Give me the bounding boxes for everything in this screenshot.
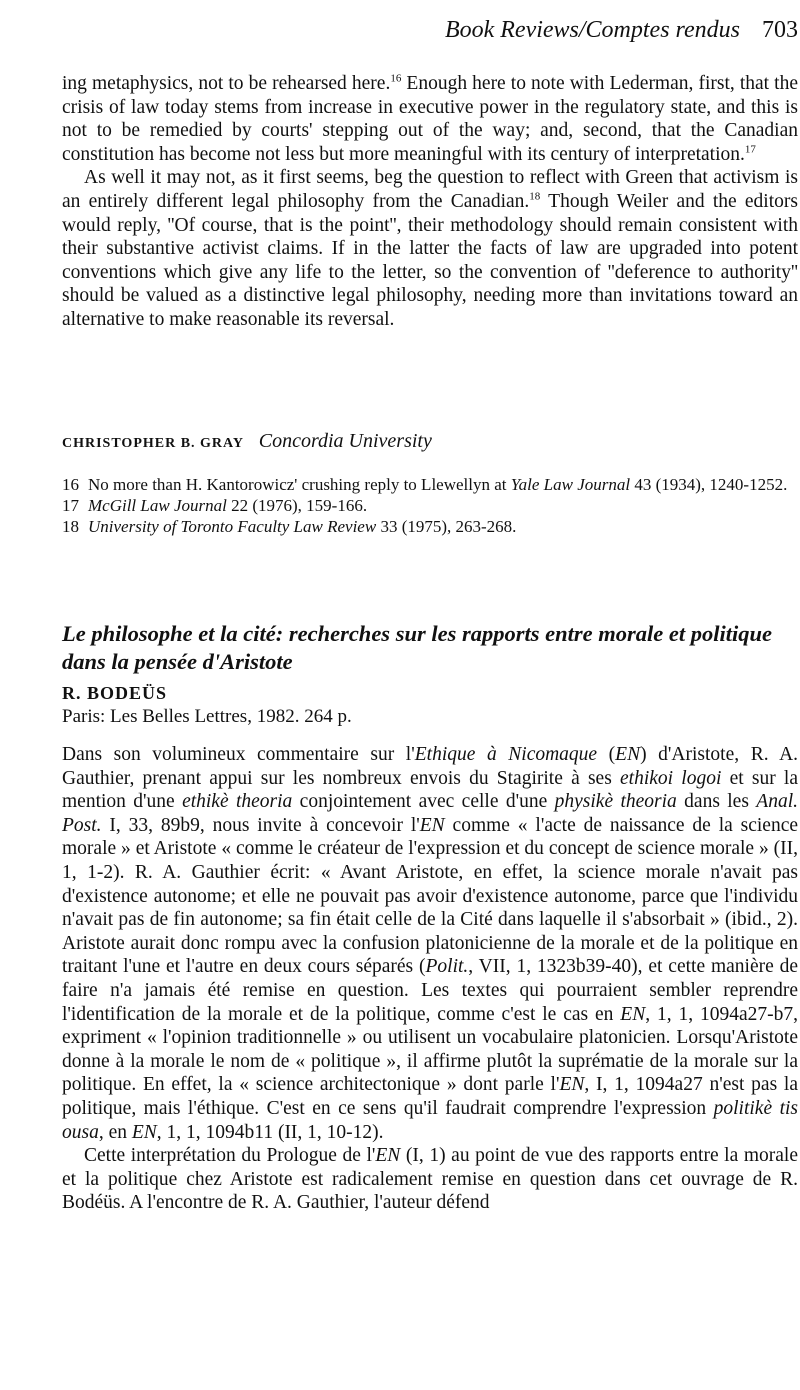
italic-text: EN: [559, 1074, 585, 1096]
footnote-text: [88, 495, 798, 516]
text-run: Enough here to note with Lederman, first, that the crisis of law today stems from increase in executive power in the regulatory state, and this is not to be remedied by courts' stepping out of the way; and, second, that the Canadian constitution has become not less but more meaningful with its century of interpretation.: [62, 73, 798, 165]
text-run: Though Weiler and the editors would reply, ''Of course, that is the point'', their methodology should remain consistent with their substantive activist claims. If in the latter the facts of law are upgraded into potent conventions which give any life to the letter, so the convention of ''deference to authority'' should be valued as a distinctive legal philosophy, needing more than invitations toward an alternative to make reasonable its reversal.: [62, 190, 798, 330]
book-title: Le philosophe et la cité: recherches sur les rapports entre morale et politique dans la pensée d'Aristote: [62, 621, 772, 674]
italic-text: Anal. Post.: [62, 791, 799, 836]
paragraph: [62, 743, 798, 1144]
book-author: R. BODEÜS: [62, 683, 168, 703]
footnote-number: 17: [62, 496, 79, 515]
running-header: [0, 12, 800, 48]
text-run: conjointement avec celle d'une: [292, 791, 555, 813]
reviewer-affiliation: Concordia University: [258, 430, 432, 452]
footnote: [62, 495, 798, 516]
text-run: , VII, 1, 1323b39-40), et cette manière de faire n'a jamais été remise en question. Les textes qui pourraient sembler reprendre l'identification de la morale et de la politique, comme c'est le cas en: [62, 956, 799, 1025]
review-2-body: [62, 743, 798, 1215]
footnote-ref: 17: [744, 143, 756, 156]
text-run: comme « l'acte de naissance de la science morale » et Aristote « comme le créateur de l'expression et du concept de science morale » (II, 1, 1-2). R. A. Gauthier écrit: « Avant Aristote, en effet, la science morale n'avait pas d'existence autonome; et elle ne pouvait pas avoir d'existence autonome, parce que l'individu n'avait pas de fin autonome; sa fin était celle de la Cité dans laquelle il s'absorbait » (ibid., 2). Aristote aurait donc rompu avec la confusion platonicienne de la morale et de la politique en traitant l'une et l'autre en deux cours séparés (: [62, 814, 799, 978]
footnotes: [62, 474, 798, 537]
paragraph: [62, 72, 798, 166]
text-run: (I, 1) au point de vue des rapports entre la morale et la politique chez Aristote est radicalement remise en question dans cet ouvrage de R. Bodéüs. A l'encontre de R. A. Gauthier, l'auteur défend: [62, 1145, 798, 1214]
review-1-body: [62, 72, 798, 332]
italic-text: politikè tis ousa: [62, 1097, 798, 1143]
text-run: 43 (1934), 1240-1252.: [630, 475, 788, 494]
italic-text: EN: [620, 1003, 646, 1025]
text-run: ing metaphysics, not to be rehearsed here.: [62, 73, 391, 94]
footnote-text: [88, 474, 798, 495]
footnote-text: [88, 516, 798, 537]
footnote-number: 18: [62, 517, 79, 536]
footnote: [62, 516, 798, 537]
text-run: Dans son volumineux commentaire sur l': [62, 744, 415, 765]
text-run: Cette interprétation du Prologue de l': [84, 1145, 376, 1167]
italic-text: physikè theoria: [554, 791, 677, 813]
publication-info: Paris: Les Belles Lettres, 1982. 264 p.: [62, 706, 352, 727]
italic-text: Yale Law Journal: [510, 475, 631, 494]
italic-text: ethikè theoria: [182, 791, 293, 813]
page-number: 703: [762, 17, 798, 43]
italic-text: EN: [375, 1145, 401, 1167]
italic-text: University of Toronto Faculty Law Review: [88, 517, 377, 536]
reviewer-signature: [62, 430, 798, 453]
text-run: , 1, 1, 1094a27-b7, expriment « l'opinion traditionnelle » ou utilisent un vocabulaire platonicien. Lorsqu'Aristote donne à la morale le nom de « politique », il affirme plutôt la suprématie de la morale sur la politique. En effet, la « science architectonique » dont parle l': [62, 1003, 798, 1096]
text-run: et sur la mention d'une: [62, 767, 798, 813]
text-run: dans les: [676, 791, 757, 813]
footnote-number: 16: [62, 475, 79, 494]
italic-text: Ethique à Nicomaque: [414, 744, 598, 765]
paragraph: [62, 1144, 798, 1215]
text-run: 33 (1975), 263-268.: [376, 517, 517, 536]
text-run: (: [597, 744, 616, 765]
text-run: I, 33, 89b9, nous invite à concevoir l': [101, 814, 420, 836]
text-run: As well it may not, as it first seems, beg the question to reflect with Green that activism is an entirely different legal philosophy from the Canadian.: [62, 167, 798, 212]
text-run: 22 (1976), 159-166.: [226, 496, 368, 515]
paragraph: [62, 166, 798, 331]
text-run: ) d'Aristote, R. A. Gauthier, prenant appui sur les nombreux envois du Stagirite à ses: [62, 744, 799, 789]
running-title: Book Reviews/Comptes rendus: [444, 17, 740, 43]
footnote-ref: 16: [390, 72, 402, 85]
text-run: , 1, 1, 1094b11 (II, 1, 10-12).: [156, 1121, 384, 1143]
italic-text: Polit.: [425, 956, 469, 978]
text-run: No more than H. Kantorowicz' crushing reply to Llewellyn at: [88, 475, 511, 494]
footnote: [62, 474, 798, 495]
reviewer-name: CHRISTOPHER B. GRAY: [62, 436, 244, 451]
italic-text: EN: [131, 1121, 157, 1143]
italic-text: McGill Law Journal: [88, 496, 227, 515]
text-run: , en: [98, 1121, 132, 1143]
text-run: , I, 1, 1094a27 n'est pas la politique, mais l'éthique. C'est en ce sens qu'il faudrait comprendre l'expression: [62, 1074, 798, 1119]
italic-text: EN: [615, 744, 641, 765]
italic-text: EN: [419, 814, 445, 836]
italic-text: ethikoi logoi: [620, 767, 722, 789]
footnote-ref: 18: [529, 190, 541, 203]
